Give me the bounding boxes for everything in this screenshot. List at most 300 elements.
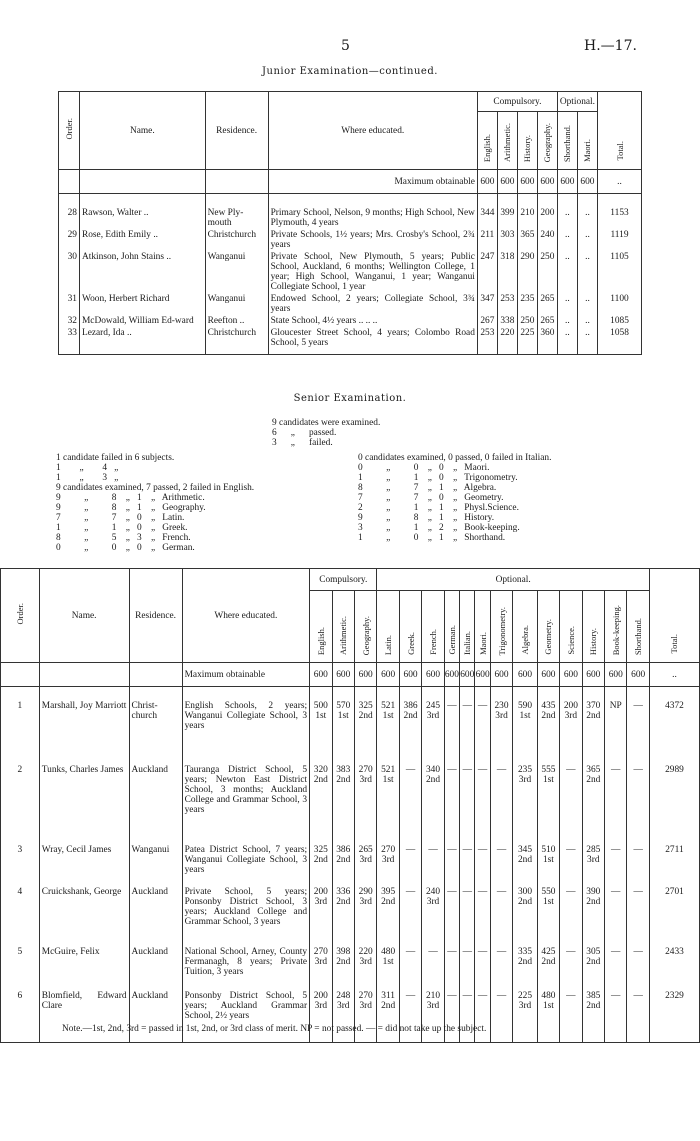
score-cell: 285 3rd (582, 843, 604, 885)
score-cell: 200 3rd (310, 885, 332, 945)
stat-line: 1 candidate failed in 6 subjects. (56, 453, 175, 463)
where-cell: Private Schools, 1½ years; Mrs. Crosby's School, 2¾ years (268, 228, 477, 250)
score-cell: — (490, 763, 512, 843)
name-cell: Rose, Edith Emily .. (79, 228, 205, 250)
stat-line: 9 „ 8 „ 1 „ Geography. (56, 503, 206, 513)
score-cell: 200 (537, 194, 557, 229)
score-cell: — (560, 843, 582, 885)
score-cell: 230 3rd (490, 687, 512, 763)
stat-line: 0 „ 0 „ 0 „ German. (56, 543, 195, 553)
senior-max-value: 600 (422, 663, 444, 687)
score-cell: 290 (517, 250, 537, 292)
score-cell: 425 2nd (537, 945, 559, 989)
score-cell: 360 (537, 326, 557, 355)
stat-line: 1 „ 0 „ 1 „ Shorthand. (358, 533, 506, 543)
score-cell: — (627, 945, 649, 989)
order-cell: 29 (59, 228, 80, 250)
score-cell: 570 1st (332, 687, 354, 763)
score-cell: 320 2nd (310, 763, 332, 843)
score-cell: — (460, 945, 475, 989)
score-cell: 290 3rd (354, 885, 376, 945)
score-cell: 265 (537, 292, 557, 314)
senior-subject-header (354, 591, 376, 663)
score-cell: 370 2nd (582, 687, 604, 763)
junior-subject-header (577, 112, 597, 170)
summary-line: 3 „ failed. (272, 438, 333, 448)
junior-subject-label: Shorthand. (562, 124, 573, 162)
junior-max-value: 600 (517, 170, 537, 194)
junior-col-order: Order. (59, 92, 80, 170)
junior-col-where: Where educated. (268, 92, 477, 170)
score-cell: 347 (477, 292, 497, 314)
where-cell: Primary School, Nelson, 9 months; High School, New Plymouth, 4 years (268, 194, 477, 229)
score-cell: 248 3rd (332, 989, 354, 1043)
score-cell: — (399, 763, 421, 843)
score-cell: 521 1st (377, 687, 399, 763)
score-cell: 390 2nd (582, 885, 604, 945)
score-cell: — (475, 763, 490, 843)
senior-title: Senior Examination. (293, 393, 407, 404)
score-cell: 220 3rd (354, 945, 376, 989)
score-cell: 550 1st (537, 885, 559, 945)
score-cell: 311 2nd (377, 989, 399, 1043)
score-cell: 265 3rd (354, 843, 376, 885)
senior-subject-label: French. (428, 629, 438, 655)
senior-compulsory-header: Compulsory. (310, 569, 377, 591)
junior-max-value: 600 (497, 170, 517, 194)
score-cell: 435 2nd (537, 687, 559, 763)
stat-line: 9 candidates examined, 7 passed, 2 failed in English. (56, 483, 255, 493)
residence-cell: Reefton .. (205, 314, 268, 326)
score-cell: 325 2nd (310, 843, 332, 885)
senior-optional-header: Optional. (377, 569, 649, 591)
junior-table-row (59, 228, 642, 250)
score-cell: — (399, 843, 421, 885)
score-cell: 335 2nd (513, 945, 537, 989)
senior-max-value: 600 (537, 663, 559, 687)
score-cell: 200 3rd (560, 687, 582, 763)
senior-subject-label: German. (446, 625, 457, 655)
senior-max-value: 600 (513, 663, 537, 687)
senior-max-value: 600 (627, 663, 649, 687)
score-cell: 399 (497, 194, 517, 229)
total-cell: 2701 (649, 885, 699, 945)
junior-max-label: Maximum obtainable (268, 170, 477, 194)
total-cell: 1085 (598, 314, 642, 326)
score-cell: — (475, 989, 490, 1043)
senior-subject-header (310, 591, 332, 663)
score-cell: 345 2nd (513, 843, 537, 885)
score-cell: .. (577, 292, 597, 314)
score-cell: — (460, 687, 475, 763)
score-cell: — (475, 885, 490, 945)
senior-max-value: 600 (490, 663, 512, 687)
senior-max-value: 600 (354, 663, 376, 687)
senior-subject-label: English. (315, 626, 326, 655)
score-cell: 250 (537, 250, 557, 292)
total-cell: 2433 (649, 945, 699, 989)
score-cell: 253 (477, 326, 497, 355)
senior-subject-header (422, 591, 444, 663)
where-cell: Private School, New Plymouth, 5 years; Public School, Auckland, 6 months; Wellington College, 1 year; High School, Wanganui, 1 year; Wanganui Collegiate School, 1 year (268, 250, 477, 292)
stat-line: 7 „ 7 „ 0 „ Geometry. (358, 493, 504, 503)
score-cell: — (475, 843, 490, 885)
score-cell: 240 3rd (422, 885, 444, 945)
senior-summary (272, 418, 380, 448)
senior-table-row (1, 687, 700, 763)
name-cell: Wray, Cecil James (39, 843, 129, 885)
total-cell: 1153 (598, 194, 642, 229)
senior-table-row (1, 763, 700, 843)
score-cell: 270 3rd (377, 843, 399, 885)
score-cell: 270 3rd (310, 945, 332, 989)
score-cell: 235 3rd (513, 763, 537, 843)
senior-col-total: Total. (649, 569, 699, 663)
name-cell: Blomfield, Edward Clare (39, 989, 129, 1043)
senior-subject-header (490, 591, 512, 663)
senior-max-value: 600 (444, 663, 459, 687)
where-cell: Ponsonby District School, 5 years; Auckland Grammar School, 2½ years (182, 989, 310, 1043)
senior-subject-label: Arithmetic. (338, 616, 349, 655)
name-cell: McGuire, Felix (39, 945, 129, 989)
junior-col-residence: Residence. (205, 92, 268, 170)
score-cell: 500 1st (310, 687, 332, 763)
order-cell: 31 (59, 292, 80, 314)
junior-subject-label: Maori. (582, 139, 593, 162)
senior-subject-header (513, 591, 537, 663)
senior-subject-label: Italian. (462, 631, 473, 655)
senior-subject-header (399, 591, 421, 663)
score-cell: 338 (497, 314, 517, 326)
where-cell: Tauranga District School, 5 years; Newton East District School, 3 months; Auckland College and Grammar School, 3 years (182, 763, 310, 843)
senior-subject-header (332, 591, 354, 663)
senior-subject-label: Algebra. (519, 625, 530, 655)
senior-subject-header (444, 591, 459, 663)
senior-subject-label: Geometry. (543, 619, 554, 655)
score-cell: .. (577, 250, 597, 292)
score-cell: — (560, 885, 582, 945)
stat-line: 3 „ 1 „ 2 „ Book-keeping. (358, 523, 520, 533)
senior-table-row (1, 843, 700, 885)
summary-line: 9 candidates were examined. (272, 418, 381, 428)
total-cell: 2711 (649, 843, 699, 885)
score-cell: 386 2nd (399, 687, 421, 763)
score-cell: .. (557, 326, 577, 355)
junior-title: Junior Examination—continued. (262, 66, 438, 77)
score-cell: — (605, 843, 627, 885)
senior-subject-label: Science. (565, 626, 576, 655)
score-cell: 365 (517, 228, 537, 250)
where-cell: Gloucester Street School, 4 years; Colombo Road School, 5 years (268, 326, 477, 355)
senior-col-name: Name. (39, 569, 129, 663)
score-cell: 340 2nd (422, 763, 444, 843)
stat-line: 1 „ 3 „ (56, 473, 119, 483)
senior-table-row (1, 885, 700, 945)
senior-subject-label: Trigonometry. (496, 606, 507, 655)
total-cell: 2989 (649, 763, 699, 843)
score-cell: 270 3rd (354, 989, 376, 1043)
junior-subject-header (497, 112, 517, 170)
score-cell: — (490, 885, 512, 945)
stat-line: 0 „ 0 „ 0 „ Maori. (358, 463, 490, 473)
score-cell: 305 2nd (582, 945, 604, 989)
residence-cell: Christchurch (205, 326, 268, 355)
score-cell: 250 (517, 314, 537, 326)
score-cell: — (490, 843, 512, 885)
score-cell: .. (557, 228, 577, 250)
where-cell: Patea District School, 7 years; Wanganui Collegiate School, 3 years (182, 843, 310, 885)
senior-max-value: 600 (332, 663, 354, 687)
score-cell: 253 (497, 292, 517, 314)
order-cell: 30 (59, 250, 80, 292)
score-cell: .. (557, 292, 577, 314)
score-cell: — (399, 945, 421, 989)
residence-cell: Wanganui (205, 250, 268, 292)
score-cell: — (460, 989, 475, 1043)
senior-subject-header (605, 591, 627, 663)
junior-col-total: Total. (598, 92, 642, 170)
summary-line: 6 „ passed. (272, 428, 337, 438)
score-cell: 220 (497, 326, 517, 355)
stat-line: 1 „ 4 „ (56, 463, 119, 473)
junior-max-value: 600 (537, 170, 557, 194)
junior-table (58, 91, 642, 355)
where-cell: National School, Arney, County Fermanagh, 8 years; Private Tuition, 3 years (182, 945, 310, 989)
total-cell: 1058 (598, 326, 642, 355)
junior-subject-header (557, 112, 577, 170)
senior-subject-header (460, 591, 475, 663)
score-cell: — (460, 763, 475, 843)
stat-line: 1 „ 1 „ 0 „ Trigonometry. (358, 473, 518, 483)
senior-subject-label: Latin. (383, 634, 394, 655)
score-cell: 210 (517, 194, 537, 229)
score-cell: — (627, 687, 649, 763)
score-cell: .. (557, 194, 577, 229)
score-cell: 510 1st (537, 843, 559, 885)
score-cell: — (627, 763, 649, 843)
senior-subject-header (537, 591, 559, 663)
junior-subject-label: Arithmetic. (502, 123, 513, 162)
senior-subject-header (377, 591, 399, 663)
total-cell: 2329 (649, 989, 699, 1043)
order-cell: 2 (1, 763, 40, 843)
name-cell: Rawson, Walter .. (79, 194, 205, 229)
total-cell: 1100 (598, 292, 642, 314)
stat-line: 7 „ 7 „ 0 „ Latin. (56, 513, 185, 523)
score-cell: — (605, 885, 627, 945)
order-cell: 5 (1, 945, 40, 989)
score-cell: 267 (477, 314, 497, 326)
junior-max-value: .. (598, 170, 642, 194)
score-cell: 590 1st (513, 687, 537, 763)
score-cell: 365 2nd (582, 763, 604, 843)
score-cell: — (444, 885, 459, 945)
score-cell: — (444, 945, 459, 989)
score-cell: — (605, 989, 627, 1043)
score-cell: 225 3rd (513, 989, 537, 1043)
senior-left-stats (56, 453, 254, 553)
footnote: Note.—1st, 2nd, 3rd = passed in 1st, 2nd, or 3rd class of merit. NP = not passed. — = did not take up the subject. (62, 1024, 487, 1034)
senior-col-order: Order. (1, 569, 40, 663)
name-cell: Lezard, Ida .. (79, 326, 205, 355)
junior-table-row (59, 292, 642, 314)
score-cell: — (560, 763, 582, 843)
senior-max-value: 600 (377, 663, 399, 687)
junior-max-value: 600 (577, 170, 597, 194)
senior-table (0, 568, 700, 1043)
score-cell: 385 2nd (582, 989, 604, 1043)
score-cell: — (605, 945, 627, 989)
junior-subject-header (477, 112, 497, 170)
score-cell: 555 1st (537, 763, 559, 843)
where-cell: English Schools, 2 years; Wanganui Collegiate School, 3 years (182, 687, 310, 763)
junior-max-value: 600 (557, 170, 577, 194)
senior-col-residence: Residence. (129, 569, 182, 663)
score-cell: 336 2nd (332, 885, 354, 945)
score-cell: — (490, 945, 512, 989)
score-cell: — (560, 989, 582, 1043)
score-cell: — (399, 989, 421, 1043)
stat-line: 9 „ 8 „ 1 „ Arithmetic. (56, 493, 205, 503)
stat-line: 8 „ 5 „ 3 „ French. (56, 533, 191, 543)
junior-table-row (59, 314, 642, 326)
name-cell: Cruickshank, George (39, 885, 129, 945)
senior-max-value: 600 (399, 663, 421, 687)
score-cell: 480 1st (377, 945, 399, 989)
residence-cell: New Ply-mouth (205, 194, 268, 229)
score-cell: — (422, 843, 444, 885)
senior-max-value: 600 (560, 663, 582, 687)
senior-subject-label: Shorthand. (633, 617, 644, 655)
score-cell: 303 (497, 228, 517, 250)
stat-line: 8 „ 7 „ 1 „ Algebra. (358, 483, 497, 493)
senior-max-value: 600 (605, 663, 627, 687)
senior-right-stats (358, 453, 551, 543)
score-cell: — (399, 885, 421, 945)
score-cell: .. (577, 314, 597, 326)
junior-compulsory-header: Compulsory. (477, 92, 557, 112)
score-cell: 300 2nd (513, 885, 537, 945)
score-cell: — (444, 687, 459, 763)
residence-cell: Auckland (129, 763, 182, 843)
senior-subject-label: Book-keeping. (610, 604, 621, 655)
residence-cell: Auckland (129, 945, 182, 989)
residence-cell: Christ-church (129, 687, 182, 763)
score-cell: .. (557, 314, 577, 326)
senior-max-value: 600 (310, 663, 332, 687)
score-cell: — (460, 843, 475, 885)
junior-optional-header: Optional. (557, 92, 597, 112)
score-cell: — (444, 763, 459, 843)
order-cell: 28 (59, 194, 80, 229)
residence-cell: Wanganui (205, 292, 268, 314)
name-cell: McDowald, William Ed-ward (79, 314, 205, 326)
junior-table-row (59, 194, 642, 229)
score-cell: — (605, 763, 627, 843)
score-cell: — (490, 989, 512, 1043)
name-cell: Marshall, Joy Marriott (39, 687, 129, 763)
score-cell: — (475, 945, 490, 989)
where-cell: Endowed School, 2 years; Collegiate School, 3¾ years (268, 292, 477, 314)
score-cell: 245 3rd (422, 687, 444, 763)
score-cell: — (560, 945, 582, 989)
senior-max-value: 600 (582, 663, 604, 687)
junior-col-name: Name. (79, 92, 205, 170)
order-cell: 4 (1, 885, 40, 945)
name-cell: Woon, Herbert Richard (79, 292, 205, 314)
junior-subject-header (517, 112, 537, 170)
senior-max-label: Maximum obtainable (182, 663, 310, 687)
senior-max-value: 600 (460, 663, 475, 687)
senior-subject-label: Greek. (405, 632, 416, 655)
score-cell: .. (557, 250, 577, 292)
total-cell: 4372 (649, 687, 699, 763)
score-cell: 225 (517, 326, 537, 355)
score-cell: 265 (537, 314, 557, 326)
report-code: H.—17. (584, 38, 637, 54)
senior-subject-label: History. (588, 627, 599, 655)
order-cell: 33 (59, 326, 80, 355)
total-cell: 1105 (598, 250, 642, 292)
senior-subject-label: Maori. (477, 632, 488, 655)
senior-max-value: .. (649, 663, 699, 687)
score-cell: — (444, 843, 459, 885)
score-cell: .. (577, 326, 597, 355)
where-cell: State School, 4½ years .. .. .. (268, 314, 477, 326)
junior-subject-header (537, 112, 557, 170)
score-cell: — (627, 989, 649, 1043)
score-cell: 386 2nd (332, 843, 354, 885)
senior-subject-header (560, 591, 582, 663)
score-cell: — (444, 989, 459, 1043)
score-cell: — (475, 687, 490, 763)
senior-subject-header (627, 591, 649, 663)
score-cell: 210 3rd (422, 989, 444, 1043)
score-cell: NP (605, 687, 627, 763)
order-cell: 6 (1, 989, 40, 1043)
senior-subject-header (475, 591, 490, 663)
page-number: 5 (341, 38, 350, 54)
junior-table-row (59, 326, 642, 355)
order-cell: 1 (1, 687, 40, 763)
stat-line: 1 „ 1 „ 0 „ Greek. (56, 523, 188, 533)
score-cell: 344 (477, 194, 497, 229)
senior-col-where: Where educated. (182, 569, 310, 663)
score-cell: 247 (477, 250, 497, 292)
score-cell: 235 (517, 292, 537, 314)
order-cell: 32 (59, 314, 80, 326)
junior-subject-label: Geography. (542, 122, 553, 162)
name-cell: Tunks, Charles James (39, 763, 129, 843)
name-cell: Atkinson, John Stains .. (79, 250, 205, 292)
order-cell: 3 (1, 843, 40, 885)
score-cell: 240 (537, 228, 557, 250)
score-cell: 395 2nd (377, 885, 399, 945)
score-cell: .. (577, 194, 597, 229)
residence-cell: Auckland (129, 885, 182, 945)
residence-cell: Auckland (129, 989, 182, 1043)
score-cell: 270 3rd (354, 763, 376, 843)
where-cell: Private School, 5 years; Ponsonby District School, 3 years; Auckland College and Grammar School, 3 years (182, 885, 310, 945)
senior-subject-label: Geography. (360, 615, 371, 655)
score-cell: 211 (477, 228, 497, 250)
score-cell: 325 2nd (354, 687, 376, 763)
score-cell: 318 (497, 250, 517, 292)
score-cell: 383 2nd (332, 763, 354, 843)
junior-table-row (59, 250, 642, 292)
stat-line: 2 „ 1 „ 1 „ Physl.Science. (358, 503, 519, 513)
score-cell: 480 1st (537, 989, 559, 1043)
